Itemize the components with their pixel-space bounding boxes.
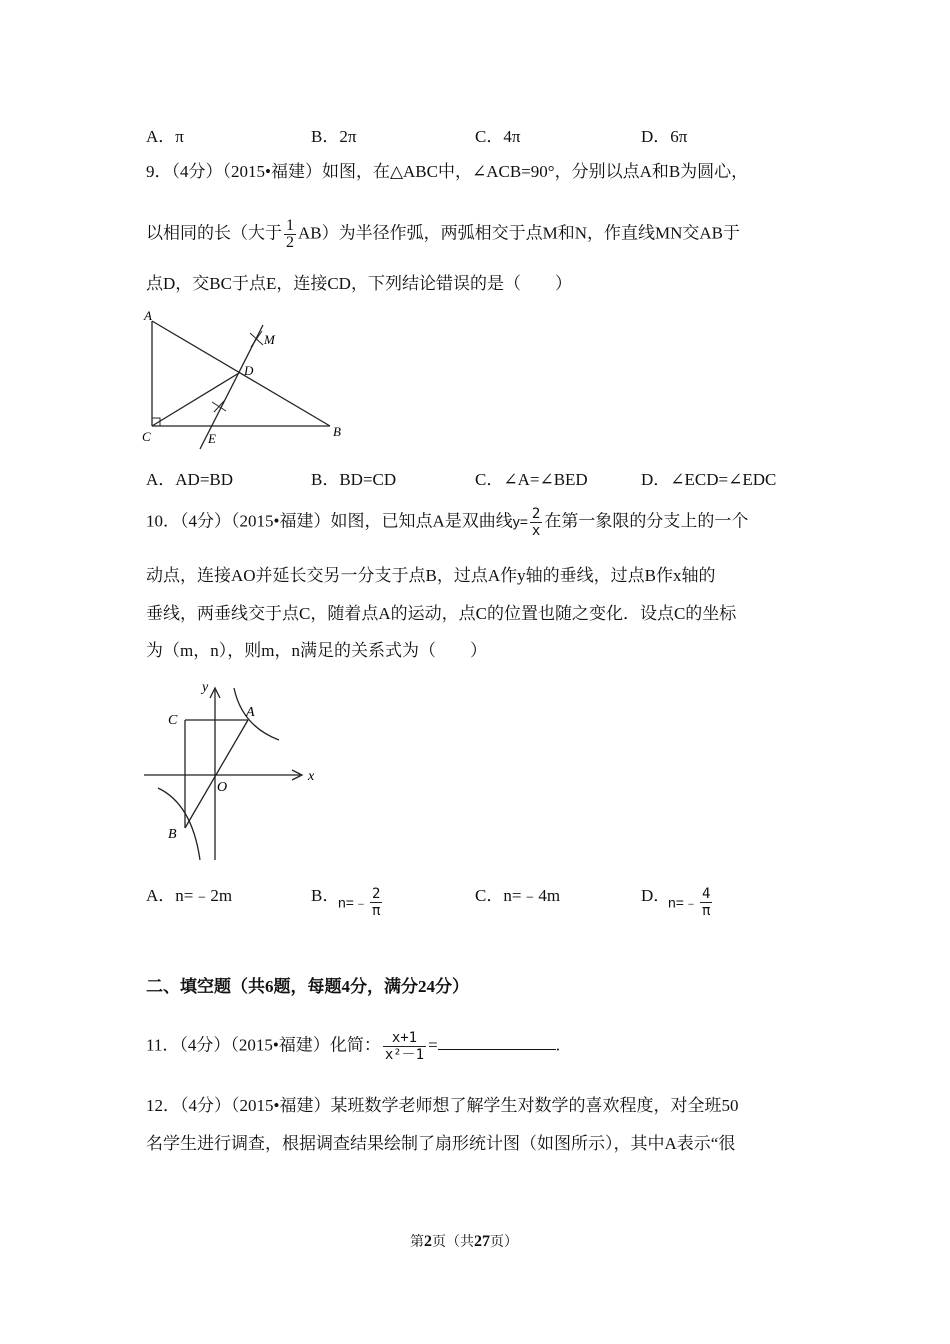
q11-answer-blank[interactable] bbox=[438, 1033, 556, 1050]
q9-label-a: A bbox=[144, 308, 152, 323]
q12-line-1: 12．（4分）（2015•福建）某班数学老师想了解学生对数学的喜欢程度，对全班50 bbox=[146, 1096, 739, 1115]
q8-option-c: C．4π bbox=[475, 127, 521, 146]
q10-frac-den: x bbox=[531, 523, 541, 539]
q9-line-2-post: AB）为半径作弧，两弧相交于点M和N，作直线MN交AB于 bbox=[298, 223, 741, 243]
q10-frac-num: 2 bbox=[531, 506, 541, 522]
footer-page-number: 2 bbox=[424, 1233, 432, 1250]
q10-option-d-expr bbox=[668, 886, 714, 919]
q9-line-2-pre: 以相同的长（大于 bbox=[146, 223, 282, 243]
q10-line-1-pre: 10．（4分）（2015•福建）如图，已知点A是双曲线 bbox=[146, 511, 513, 531]
q10-label-b: B bbox=[168, 827, 177, 842]
q8-option-a: A．π bbox=[146, 127, 184, 146]
q10-option-a: A．n=﹣2m bbox=[146, 886, 233, 905]
q9-option-c: C．∠A=∠BED bbox=[475, 470, 588, 489]
q9-option-a: A．AD=BD bbox=[146, 470, 234, 489]
q10-label-y: y bbox=[202, 680, 209, 695]
q9-line-3: 点D，交BC于点E，连接CD，下列结论错误的是（ ） bbox=[146, 274, 572, 293]
q10-hyperbola-branch-2 bbox=[158, 788, 200, 860]
q10-line-3: 垂线，两垂线交于点C，随着点A的运动，点C的位置也随之变化．设点C的坐标 bbox=[146, 604, 737, 623]
q10-hyperbola-figure bbox=[140, 676, 330, 866]
q10-label-c: C bbox=[168, 713, 178, 728]
q10-line-1-post: 在第一象限的分支上的一个 bbox=[544, 511, 749, 531]
q8-option-d: D．6π bbox=[641, 127, 688, 146]
q10-option-d-fraction bbox=[700, 886, 712, 919]
q10-segment-ab bbox=[185, 720, 248, 828]
q10-option-b-expr bbox=[338, 886, 384, 919]
q10-label-a: A bbox=[246, 705, 255, 720]
page-footer bbox=[410, 1231, 518, 1251]
q10-line-4: 为（m，n），则m，n满足的关系式为（ ） bbox=[146, 641, 487, 660]
q9-label-b: B bbox=[333, 424, 341, 439]
q9-line-2 bbox=[146, 218, 740, 251]
q10-option-b-den: π bbox=[371, 903, 381, 919]
q11-pre: 11．（4分）（2015•福建）化简： bbox=[146, 1035, 381, 1055]
q12-line-2: 名学生进行调查，根据调查结果绘制了扇形统计图（如图所示），其中A表示“很 bbox=[146, 1134, 736, 1153]
q10-label-o: O bbox=[217, 780, 228, 795]
q11-den: x²－1 bbox=[384, 1047, 425, 1063]
q11-equals: = bbox=[428, 1035, 438, 1055]
q10-y-equals: y= bbox=[512, 513, 528, 530]
q10-option-d-num: 4 bbox=[701, 886, 711, 902]
q9-half-fraction bbox=[284, 218, 296, 251]
q9-label-m: M bbox=[264, 332, 275, 347]
q10-label-x: x bbox=[308, 769, 315, 784]
q9-segment-cd bbox=[152, 373, 239, 426]
q10-option-d-label: D． bbox=[641, 886, 671, 905]
q10-option-b-label: B． bbox=[311, 886, 340, 905]
q10-option-d-den: π bbox=[701, 903, 711, 919]
q9-label-d: D bbox=[244, 363, 254, 378]
q10-line-2: 动点，连接AO并延长交另一分支于点B，过点A作y轴的垂线，过点B作x轴的 bbox=[146, 566, 716, 585]
q10-option-b-num: 2 bbox=[371, 886, 381, 902]
q9-option-b: B．BD=CD bbox=[311, 470, 397, 489]
footer-total-pages: 27 bbox=[474, 1233, 490, 1250]
q10-option-c: C．n=﹣4m bbox=[475, 886, 561, 905]
q9-frac-den: 2 bbox=[286, 234, 294, 251]
q11-fraction bbox=[383, 1030, 426, 1063]
q9-label-c: C bbox=[142, 429, 151, 444]
footer-mid: 页（共 bbox=[432, 1235, 474, 1250]
q9-arc-m bbox=[250, 331, 263, 347]
q11-end: . bbox=[555, 1035, 560, 1055]
q9-label-e: E bbox=[208, 431, 216, 446]
q9-option-d: D．∠ECD=∠EDC bbox=[641, 470, 777, 489]
q10-hyperbola-fraction bbox=[530, 506, 542, 539]
q10-option-b-pre: n=﹣ bbox=[338, 894, 368, 911]
q10-line-1 bbox=[146, 506, 748, 539]
section-2-title: 二、填空题（共6题，每题4分，满分24分） bbox=[146, 977, 469, 996]
q11-num: x+1 bbox=[391, 1030, 418, 1046]
q9-triangle-figure bbox=[138, 305, 358, 455]
q10-option-d-pre: n=﹣ bbox=[668, 894, 698, 911]
q9-line-1: 9．（4分）（2015•福建）如图，在△ABC中，∠ACB=90°，分别以点A和B为圆心， bbox=[146, 162, 749, 181]
q11-line bbox=[146, 1030, 560, 1063]
footer-post: 页） bbox=[490, 1235, 518, 1250]
footer-pre: 第 bbox=[410, 1235, 424, 1250]
q10-option-b-fraction bbox=[370, 886, 382, 919]
q8-option-b: B．2π bbox=[311, 127, 357, 146]
q9-frac-num: 1 bbox=[286, 217, 294, 234]
